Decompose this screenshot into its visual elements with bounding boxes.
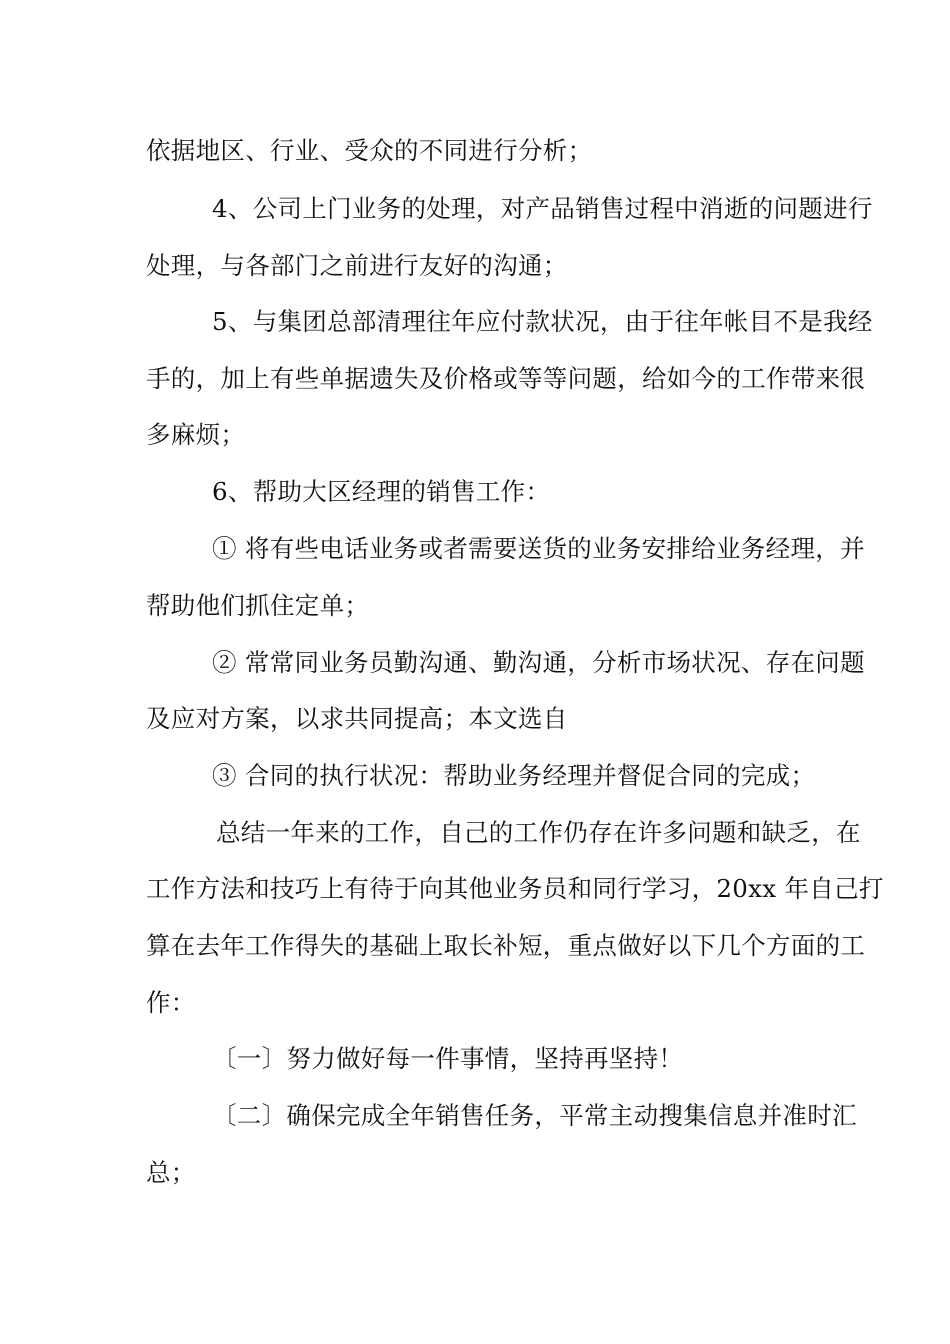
text-line: 手的，加上有些单据遗失及价格或等等问题，给如今的工作带来很 xyxy=(146,364,866,393)
text-line: ③ 合同的执行状况：帮助业务经理并督促合同的完成； xyxy=(212,761,816,790)
text-line: 工作方法和技巧上有待于向其他业务员和同行学习，20xx 年自己打 xyxy=(146,874,884,903)
text-line: 作： xyxy=(146,988,196,1017)
text-line: 总结一年来的工作，自己的工作仍存在许多问题和缺乏，在 xyxy=(216,818,861,847)
text-line: 5、与集团总部清理往年应付款状况，由于往年帐目不是我经 xyxy=(212,307,873,336)
text-line: 依据地区、行业、受众的不同进行分析； xyxy=(146,136,593,165)
text-line: 帮助他们抓住定单； xyxy=(146,591,370,620)
text-line: 多麻烦； xyxy=(146,420,246,449)
text-line: 〔一〕努力做好每一件事情，坚持再坚持！ xyxy=(212,1044,684,1073)
text-line: ② 常常同业务员勤沟通、勤沟通，分析市场状况、存在问题 xyxy=(212,648,865,677)
text-line: 〔二〕确保完成全年销售任务，平常主动搜集信息并准时汇 xyxy=(212,1101,857,1130)
text-line: 及应对方案，以求共同提高；本文选自 xyxy=(146,704,568,733)
text-line: 算在去年工作得失的基础上取长补短，重点做好以下几个方面的工 xyxy=(146,931,866,960)
text-line: 4、公司上门业务的处理，对产品销售过程中消逝的问题进行 xyxy=(212,194,873,223)
text-line: 总； xyxy=(146,1158,196,1187)
text-line: 处理，与各部门之前进行友好的沟通； xyxy=(146,251,568,280)
text-line: 6、帮助大区经理的销售工作： xyxy=(212,477,551,506)
text-line: ① 将有些电话业务或者需要送货的业务安排给业务经理，并 xyxy=(212,534,865,563)
